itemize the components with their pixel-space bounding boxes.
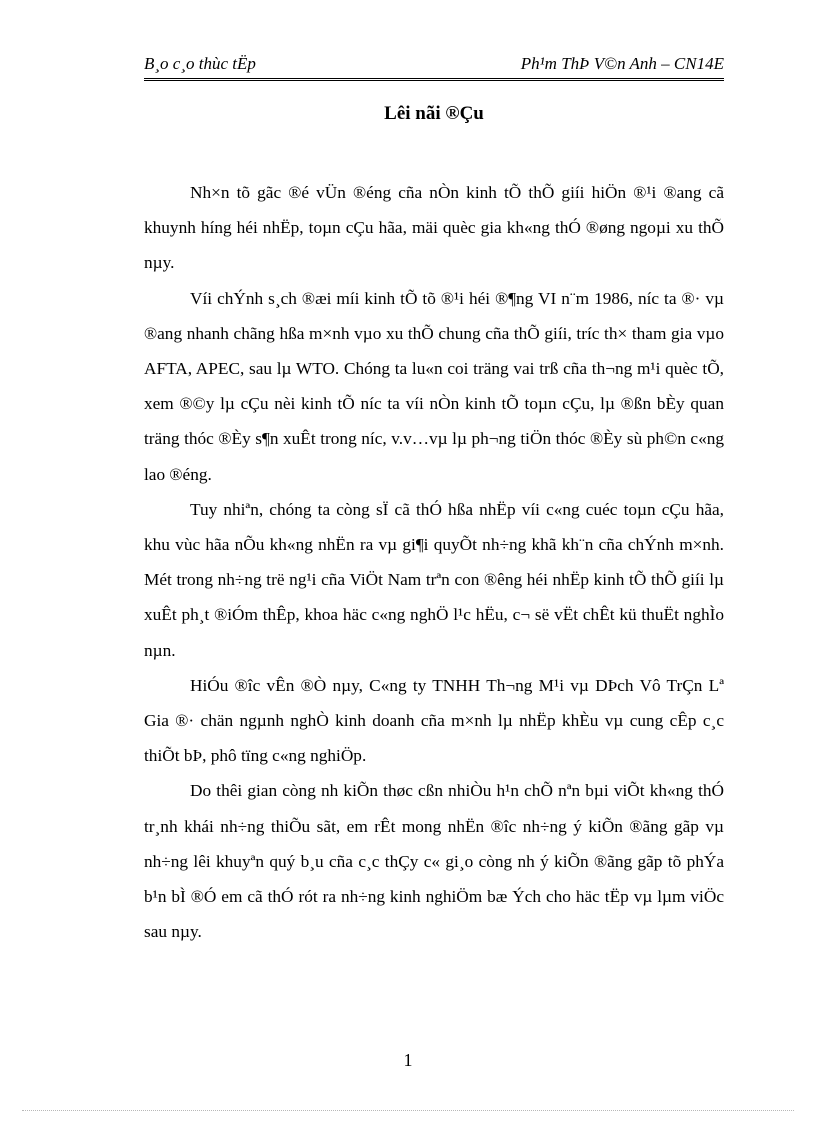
document-title: Lêi nãi ®Çu bbox=[384, 103, 484, 124]
paragraph-3: Tuy nhiªn, chóng ta còng sÏ cã thÓ hßa nhËp víi c«ng cuéc toµn cÇu hãa, khu vùc hãa nÕu kh«ng nhËn ra vµ gi¶i quyÕt nh÷ng khã kh¨n cña chÝnh m×nh. Mét trong nh÷ng trë ng¹i cña ViÖt Nam trªn con ®êng héi nhËp kinh tÕ thÕ giíi lµ xuÊt ph¸t ®iÓm thÊp, khoa häc c«ng nghÖ l¹c hËu, c¬ së vËt chÊt kü thuËt nghÌo nµn. bbox=[144, 499, 724, 660]
paragraph-1: Nh×n tõ gãc ®é vÜn ®éng cña nÒn kinh tÕ thÕ giíi hiÖn ®¹i ®ang cã khuynh híng héi nhËp, toµn cÇu hãa, mäi quèc gia kh«ng thÓ ®øng ngoµi xu thÕ nµy. bbox=[144, 183, 724, 273]
paragraph-5: Do thêi gian còng nh kiÕn thøc cßn nhiÒu h¹n chÕ nªn bµi viÕt kh«ng thÓ tr¸nh khái nh÷ng thiÕu sãt, em rÊt mong nhËn ®îc nh÷ng ý kiÕn ®ãng gãp vµ nh÷ng lêi khuyªn quý b¸u cña c¸c thÇy c« gi¸o còng nh ý kiÕn ®ãng gãp tõ phÝa b¹n bÌ ®Ó em cã thÓ rót ra nh÷ng kinh nghiÖm bæ Ých cho häc tËp vµ lµm viÖc sau nµy. bbox=[144, 781, 724, 942]
page-number: 1 bbox=[403, 1050, 413, 1070]
footer-divider bbox=[22, 1110, 794, 1111]
paragraph-4: HiÓu ®îc vÊn ®Ò nµy, C«ng ty TNHH Th¬ng M¹i vµ DÞch Vô TrÇn Lª Gia ®· chän ngµnh nghÒ kinh doanh cña m×nh lµ nhËp khÈu vµ cung cÊp c¸c thiÕt bÞ, phô tïng c«ng nghiÖp. bbox=[144, 675, 724, 766]
document-body bbox=[144, 175, 724, 949]
page-header bbox=[144, 52, 724, 81]
header-report-title: B¸o c¸o thùc tËp bbox=[144, 54, 256, 73]
paragraph-2: Víi chÝnh s¸ch ®æi míi kinh tÕ tõ ®¹i héi ®¶ng VI n¨m 1986, níc ta ®· vµ ®ang nhanh chãng hßa m×nh vµo xu thÕ chung cña thÕ giíi, tríc th× tham gia vµo AFTA, APEC, sau lµ WTO. Chóng ta lu«n coi träng vai trß cña th¬ng m¹i quèc tÕ, xem ®©y lµ cÇu nèi kinh tÕ níc ta víi nÒn kinh tÕ toµn cÇu, lµ ®ßn bÈy quan träng thóc ®Èy s¶n xuÊt trong níc, v.v…vµ lµ ph¬ng tiÖn thóc ®Èy sù ph©n c«ng lao ®éng. bbox=[144, 288, 724, 484]
header-author: Ph¹m ThÞ V©n Anh – CN14E bbox=[520, 54, 724, 73]
